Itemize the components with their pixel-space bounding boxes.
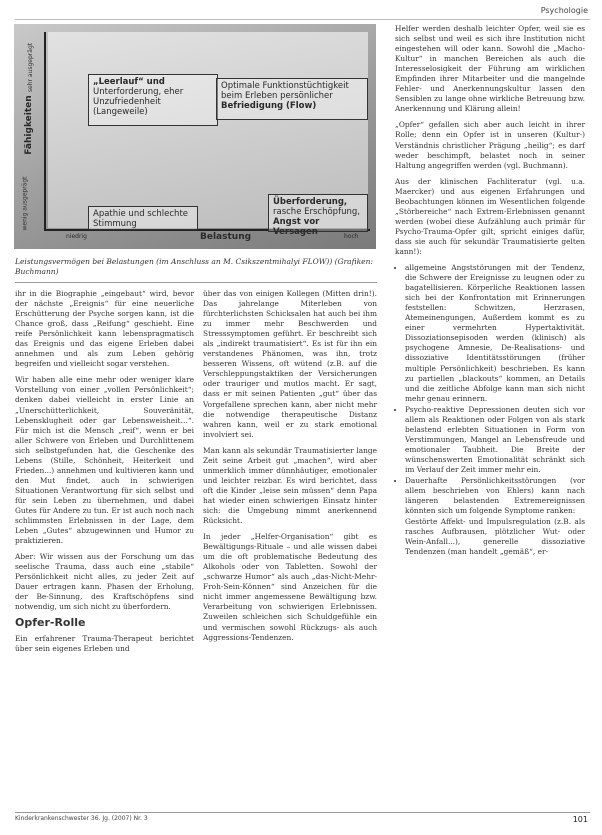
paragraph: ihr in die Biographie „eingebaut“ wird, bevor der nächste „Ereignis“ für eine neuerliche Erschütterung der Psyche sorgen kann, ist die Chance groß, dass „Reifung“ geschieht. Eine reife Persönlichkeit kann lebenspragmatisch das Ereignis und das eigene Erleben dabei annehmen und als zum Leben gehörig begreifen und vielleicht sogar verstehen. (15, 289, 194, 369)
box-flow (216, 78, 368, 120)
box-apathie-text: Apathie und schlechte Stimmung (93, 209, 189, 229)
box-flow-title: Befriedigung (Flow) (221, 101, 317, 111)
paragraph: „Opfer“ gefallen sich aber auch leicht in ihrer Rolle; denn ein Opfer ist in unseren (Kultur-) Verständnis christlicher Prägung „heilig“; es darf weder beschimpft, belastet noch in seiner Haltung angegriffen werden (vgl. Buchmann). (395, 120, 585, 170)
section-header: Psychologie (540, 6, 588, 15)
list-item: • Psycho-reaktive Depressionen deuten sich vor allem als Reaktionen oder Folgen von als stark belastend erlebten Situationen in Form von Verstimmungen, Mangel an Lebensfreude und emotionaler Taubheit. Die Breite der wünschenswerten Emotionalität schränkt sich im Verlauf der Zeit immer mehr ein. (405, 405, 585, 475)
box-leerlauf (88, 74, 218, 126)
x-axis-high-label: hoch (344, 233, 359, 240)
column-2 (203, 289, 377, 649)
column-1 (15, 289, 194, 660)
figure-caption: Leistungsvermögen bei Belastungen (im Anschluss an M. Csikszentmihalyi FLOW)) (Grafiken: Buchmann) (15, 257, 373, 276)
box-leerlauf-text: Unterforderung, eher Unzufriedenheit (Langeweile) (93, 87, 184, 117)
paragraph: Man kann als sekundär Traumatisierter lange Zeit seine Arbeit gut „machen“, wird aber unmerklich immer dünnhäutiger, emotionaler und leichter reizbar. Es wird berichtet, dass oft die Kinder „leise sein müssen“ denn Papa hat wieder einen schwierigen Einsatz hinter sich: die Umgebung nimmt anerkennend Rücksicht. (203, 445, 377, 526)
paragraph: Aber: Wir wissen aus der Forschung um das seelische Trauma, dass auch eine „stabile“ Persönlichkeit nicht alles, zu jeder Zeit auf Dauer ertragen kann. Phasen der Erholung, der Be-Sinnung, des Kraftschöpfens sind notwendig, um sich nicht zu überfordern. (15, 552, 194, 612)
paragraph: Helfer werden deshalb leichter Opfer, weil sie es sich selbst und weil es sich ihre Institution nicht eingestehen will oder kann. Sowohl die „Macho-Kultur“ in manchen Bereichen als auch die Interesselosigkeit der Führung am wirklichen Empfinden ihrer Mitarbeiter und die mangelnde Fehler- und Anerkennungskultur lassen den Sensiblen zu lange ohne wirkliche Betreuung bzw. Anerkennung und Klärung allein! (395, 24, 585, 114)
paragraph: Gestörte Affekt- und Impulsregulation (z.B. als rasches Aufbrausen, plötzlicher Wut- oder Wein-Anfall...), generelle dissoziative Tendenzen (man handelt „gemäß“, er- (405, 517, 585, 557)
box-ueberforderung-text: rasche Erschöpfung, (273, 207, 360, 217)
y-axis-low-label: wenig ausgeprägt (21, 176, 29, 231)
list-item: • Dauerhafte Persönlichkeitsstörungen (vor allem beschrieben von Ehlers) kann nach längeren belastenden Extremereignissen könnten sich um folgende Symptome ranken: (405, 476, 585, 516)
y-axis (44, 32, 46, 230)
caption-rule (15, 282, 377, 283)
list-item: • allgemeine Angststörungen mit der Tendenz, die Schwere der Ereignisse zu leugnen oder zu bagatellisieren. Körperliche Reaktionen lassen sich bei der Konfrontation mit Erinnerungen feststellen: Schwitzen, Herzrasen, Atemeinengungen, Außerdem kommt es zu einer vermehrten Hypertaktivität. Dissoziationsepisoden werden (klinisch) als psychogene Amnesie, De-Realisations- und dissoziative Identitätsstörungen (früher multiple Persönlichkeit) beschrieben. Es kann zu partiellen „blackouts“ kommen, an Details und die zeitliche Abfolge kann man sich nicht mehr genau erinnern. (405, 263, 585, 404)
x-axis-label: Belastung (200, 232, 252, 242)
journal-footer: Kinderkrankenschwester 36. Jg. (2007) Nr. 3 (15, 815, 148, 822)
box-leerlauf-title: „Leerlauf“ und (93, 77, 165, 87)
paragraph: Aus der klinischen Fachliteratur (vgl. u.a. Maercker) und aus eigenen Erfahrungen und Beobachtungen können im Wesentlichen folgende „Störbereiche“ nach Extrem-Erlebnissen genannt werden (wobei diese Aufzählung auch primär für Psycho-Trauma-Opfer gilt, spricht einiges dafür, dass sie auch für sekundär Traumatisierte gelten kann!): (395, 176, 585, 256)
footer-rule (15, 812, 590, 813)
box-ueberforderung-title: Überforderung, (273, 197, 348, 207)
box-ueberforderung-angst: Angst vor Versagen (273, 217, 320, 237)
y-axis-label: Fähigkeiten (24, 95, 34, 155)
paragraph: über das von einigen Kollegen (Mitten drin!). Das jahrelange Miterleben von fürchterlichsten Schicksalen hat auch bei ihm zu immer mehr Beschwerden und Stresssymptomen geführt. Er beschreibt sich als „indirekt traumatisiert“. Es ist für ihn ein verstandenes Phänomen, was ihn, trotz besseren Wissens, oft wütend (z.B. auf die Verschleppungstaktiken der Versicherungen oder trauriger und mutlos macht. Er sagt, dass er mit seinen Patienten „gut“ über das Vorgefallene sprechen kann, aber nicht mehr die notwendige therapeutische Distanz wahren kann, weil er zu stark emotional involviert sei. (203, 289, 377, 439)
header-rule (15, 19, 590, 20)
paragraph: Ein erfahrener Trauma-Therapeut berichtet über sein eigenes Erleben und (15, 633, 194, 653)
page-number: 101 (572, 815, 588, 824)
paragraph: In jeder „Helfer-Organisation“ gibt es Bewältigungs-Rituale – und alle wissen dabei um die oft problematische Bedeutung des Alkohols oder von Tabletten. Sowohl der „schwarze Humor“ als auch „das-Nicht-Mehr-Froh-Sein-Können“ sind Anzeichen für die nicht immer angemessene Bewältigung bzw. Verarbeitung von schwierigen Erlebnissen. Zuweilen schleichen sich Schuldgefühle ein und vermischen sowohl Rückzugs- als auch Aggressions-Tendenzen. (203, 532, 377, 642)
x-axis-low-label: niedrig (66, 233, 87, 240)
y-axis-high-label: sehr ausgeprägt (27, 42, 35, 93)
box-apathie (88, 206, 198, 230)
section-heading: Opfer-Rolle (15, 616, 86, 630)
symptom-list (395, 263, 585, 516)
flow-figure (14, 24, 376, 249)
box-flow-text: Optimale Funktionstüchtigkeit beim Erleben persönlicher (221, 81, 349, 101)
column-3 (395, 24, 585, 563)
paragraph: Wir haben alle eine mehr oder weniger klare Vorstellung von einer „vollen Persönlichkeit“; denken dabei vielleicht in erster Linie an „Unerschütterlichkeit, Souveränität, Lebensklugheit oder gar Lebensweisheit…“. Für mich ist die Mensch „reif“, wenn er bei aller Schwere von Erleben und Durchlittenem sich selbstgefunden hat, die Geschenke des Lebens (Stille, Schönheit, Heiterkeit und Frieden...) annehmen und kultivieren kann und den Mut findet, auch in schwierigen Situationen Verantwortung für sich selbst und für sein Leben zu übernehmen, und dabei Gutes für Andere zu tun. Er ist auch noch nach schlimmsten Erlebnissen in der Lage, dem Leben „Gutes“ abzugewinnen und Humor zu praktizieren. (15, 375, 194, 546)
